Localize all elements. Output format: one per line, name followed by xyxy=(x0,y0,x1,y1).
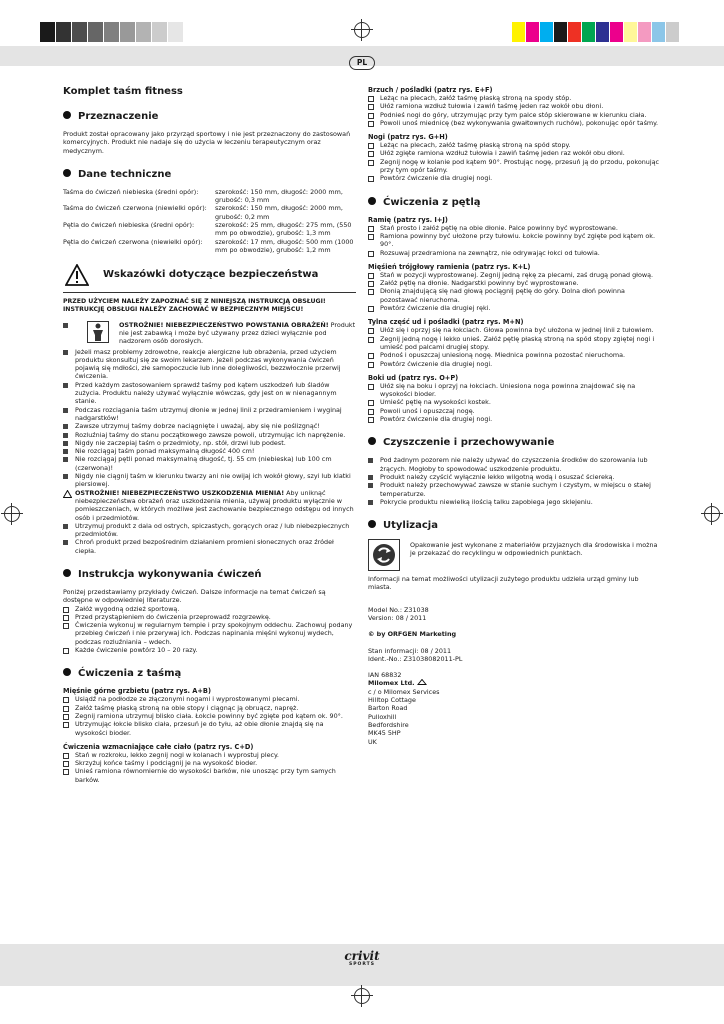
list-item: Załóż pętlę na dłonie. Nadgarstki powinny być wyprostowane. xyxy=(368,279,661,287)
section-heading-instrukcja: Instrukcja wykonywania ćwiczeń xyxy=(63,569,356,580)
list-item: Skrzyżuj końce taśmy i podciągnij je na wysokość bioder. xyxy=(63,759,356,767)
list-item: Utrzymuj produkt z dala od ostrych, spiczastych, gorących oraz / lub niebezpiecznych przedmiotów. xyxy=(63,522,356,539)
list-item: Ramiona powinny być ułożone przy tułowiu. Łokcie powinny być zgięte pod kątem ok. 90°. xyxy=(368,232,661,249)
bullet-dot-icon xyxy=(368,437,376,445)
recycle-icon xyxy=(368,539,400,571)
list-item: Ułóż się i oprzyj się na łokciach. Głowa powinna być ułożona w jednej linii z tułowiem. xyxy=(368,326,661,334)
list-item: Powtórz ćwiczenie dla drugiej ręki. xyxy=(368,304,661,312)
subheading: Mięśnie górne grzbietu (patrz rys. A+B) xyxy=(63,687,211,696)
list-item: Podnoś i opuszczaj uniesioną nogę. Miednica powinna pozostać nieruchoma. xyxy=(368,351,661,359)
section-heading-petla: Ćwiczenia z pętlą xyxy=(368,197,661,208)
list-item: Usiądź na podłodze ze złączonymi nogami i wyprostowanymi plecami. xyxy=(63,695,356,703)
gray-swatch xyxy=(168,22,183,42)
list-item: Ułóż ramiona wzdłuż tułowia i zawiń taśmę jeden raz wokół obu dłoni. xyxy=(368,102,661,110)
warning-triangle-small-icon xyxy=(63,490,72,498)
address-line: UK xyxy=(368,737,377,746)
gray-swatch xyxy=(40,22,55,42)
color-swatch xyxy=(652,22,665,42)
list-item: Produkt należy przechowywać zawsze w stanie suchym i czystym, w miejscu o stałej temperaturze. xyxy=(368,481,661,498)
color-swatch xyxy=(526,22,539,42)
language-badge: PL xyxy=(349,56,375,70)
ident-number: Ident.-No.: Z31038082011-PL xyxy=(368,654,463,663)
list-item: Przed każdym zastosowaniem sprawdź taśmy pod kątem uszkodzeń lub śladów zużycia. Produktu należy używać wyłącznie wówczas, gdy jest on w nienagannym stanie. xyxy=(63,381,356,406)
bullet-dot-icon xyxy=(63,169,71,177)
color-swatch xyxy=(568,22,581,42)
gray-swatch xyxy=(136,22,151,42)
list-item: Nigdy nie ciągnij taśm w kierunku twarzy ani nie owijaj ich wokół głowy, szyi lub klatki piersiowej. xyxy=(63,472,356,489)
instrukcja-list xyxy=(63,605,356,655)
safety-caps-notice: PRZED UŻYCIEM NALEŻY ZAPOZNAĆ SIĘ Z NINIEJSZĄ INSTRUKCJĄ OBSŁUGI! INSTRUKCJĘ OBSŁUGI NALEŻY ZACHOWAĆ W BEZPIECZNYM MIEJSCU! xyxy=(63,298,326,314)
bullet-dot-icon xyxy=(368,197,376,205)
safety-heading-block xyxy=(63,264,356,290)
list-item: Zegnij jedną nogę i lekko unieś. Załóż pętlę płaską stroną na spód stopy zgiętej nogi i umieść pod palcami drugiej stopy. xyxy=(368,335,661,352)
recycle-block xyxy=(368,539,661,573)
list-item: Powtórz ćwiczenie dla drugiej nogi. xyxy=(368,360,661,368)
list-item: Rozsuwaj przedramiona na zewnątrz, nie odrywając łokci od tułowia. xyxy=(368,249,661,257)
registration-mark-bottom-icon xyxy=(354,988,370,1004)
table-row: Taśma do ćwiczeń czerwona (niewielki opór): szerokość: 150 mm, długość: 2000 mm, grubość: 0,2 mm xyxy=(63,204,343,221)
bullet-dot-icon xyxy=(368,520,376,528)
registration-mark-left-icon xyxy=(4,506,20,522)
list-item: Leżąc na plecach, załóż taśmę płaską stroną na spód stopy. xyxy=(368,141,661,149)
list-item: Powtórz ćwiczenie dla drugiej nogi. xyxy=(368,415,661,423)
bullet-square-icon xyxy=(63,323,68,328)
subheading: Ramię (patrz rys. I+J) xyxy=(368,215,448,224)
address-line: Bedfordshire xyxy=(368,720,409,729)
bullet-dot-icon xyxy=(63,668,71,676)
list-item: Ćwiczenia wykonuj w regularnym tempie i przy spokojnym oddechu. Zachowuj podany przebieg ćwiczeń i nie przerywaj ich. Podczas napinania mięśni wykonuj wydech, podczas rozluźniania – wdech. xyxy=(63,621,356,646)
gray-swatch xyxy=(88,22,103,42)
gray-swatch xyxy=(152,22,167,42)
list-item: Stań prosto i załóż pętlę na obie dłonie. Palce powinny być wyprostowane. xyxy=(368,224,661,232)
model-number: Model No.: Z31038 xyxy=(368,605,429,614)
color-swatch xyxy=(624,22,637,42)
bullet-dot-icon xyxy=(63,569,71,577)
address-line: Hilltop Cottage xyxy=(368,696,416,705)
bullet-dot-icon xyxy=(63,111,71,119)
list-item: Rozluźniaj taśmy do stanu początkowego zawsze powoli, utrzymując ich naprężenie. xyxy=(63,431,356,439)
color-swatch xyxy=(596,22,609,42)
version: Version: 08 / 2011 xyxy=(368,613,427,622)
safety-list-2 xyxy=(63,522,356,555)
section-heading-przeznaczenie: Przeznaczenie xyxy=(63,111,356,122)
product-title: Komplet taśm fitness xyxy=(63,86,183,97)
list-item: Nie rozciągaj taśm ponad maksymalną długość 400 cm! xyxy=(63,447,356,455)
list-item: Zegnij ramiona utrzymuj blisko ciała. Łokcie powinny być zgięte pod kątem ok. 90°. xyxy=(63,712,356,720)
color-swatch xyxy=(638,22,651,42)
list-item: Produkt należy czyścić wyłącznie lekko wilgotną wodą i osuszać ściereką. xyxy=(368,473,661,481)
list-item: Zawsze utrzymuj taśmy dobrze naciągnięte i uważaj, aby się nie poślizgnąć! xyxy=(63,422,356,430)
list-item: Podnieś nogi do góry, utrzymując przy tym palce stóp skierowane w kierunku ciała. xyxy=(368,111,661,119)
czyszczenie-list xyxy=(368,456,661,506)
table-row: Pętla do ćwiczeń niebieska (średni opór): szerokość: 25 mm, długość: 275 mm, (550 mm po obwodzie), grubość: 1,3 mm xyxy=(63,221,352,238)
color-swatch xyxy=(582,22,595,42)
child-warning-icon xyxy=(87,321,109,343)
list-item: Pod żadnym pozorem nie należy używać do czyszczenia środków do szorowania lub żrących. Mogłoby to spowodować uszkodzenie produktu. xyxy=(368,456,661,473)
list-item: Jeżeli masz problemy zdrowotne, reakcje alergiczne lub obrażenia, przed użyciem produktu skonsultuj się ze swoim lekarzem. Jeżeli podczas wykonywania ćwiczeń pojawią się mdłości, złe samopoczucie lub inne dolegliwości, bezzwłocznie przerwij ćwiczenia. xyxy=(63,348,356,381)
gray-swatch xyxy=(120,22,135,42)
address-line: c / o Milomex Services xyxy=(368,687,440,696)
subheading: Boki ud (patrz rys. O+P) xyxy=(368,373,459,382)
copyright: © by ORFGEN Marketing xyxy=(368,630,457,639)
list-item: Powoli unoś miednicę (bez wykonywania gwałtownych ruchów), pokonując opór taśmy. xyxy=(368,119,661,127)
list-item: Załóż taśmę płaską stroną na obie stopy i ciągnąc ją obruącz, napręż. xyxy=(63,704,356,712)
brzuch-list xyxy=(368,94,661,127)
list-item: Dłonią znajdującą się nad głową pociągnij pętlę do góry. Dolna dłoń powinna pozostawać nieruchoma. xyxy=(368,287,661,304)
section-heading-wskazowki: Wskazówki dotyczące bezpieczeństwa xyxy=(103,269,319,281)
list-item: Zegnij nogę w kolanie pod kątem 90°. Prostując nogę, przesuń ją do przodu, pokonując przy tym opór taśmy. xyxy=(368,158,661,175)
warning-triangle-icon xyxy=(65,264,89,286)
petla-list-2 xyxy=(368,271,661,312)
section-heading-utylizacja: Utylizacja xyxy=(368,520,661,531)
petla-list-3 xyxy=(368,326,661,367)
utylizacja-info: Informacji na temat możliwości utylizacji zużytego produktu udziela urząd gminy lub miasta. xyxy=(368,575,639,592)
section-heading-czyszczenie: Czyszczenie i przechowywanie xyxy=(368,437,661,448)
petla-list-1 xyxy=(368,224,661,257)
list-item: Unieś ramiona równomiernie do wysokości barków, nie unosząc przy tym samych barków. xyxy=(63,767,356,784)
list-item: Stań w pozycji wyprostowanej. Zegnij jedną rękę za plecami, zaś drugą ponad głową. xyxy=(368,271,661,279)
gray-swatch xyxy=(104,22,119,42)
subheading: Mięśień trójgłowy ramienia (patrz rys. K+L) xyxy=(368,262,531,271)
ian-number: IAN 68832 xyxy=(368,671,402,680)
color-swatch xyxy=(554,22,567,42)
table-row: Pętla do ćwiczeń czerwona (niewielki opór): szerokość: 17 mm, długość: 500 mm (1000 mm po obwodzie), grubość: 1,2 mm xyxy=(63,237,354,254)
list-item: Powtórz ćwiczenie dla drugiej nogi. xyxy=(368,174,661,182)
subheading: Nogi (patrz rys. G+H) xyxy=(368,133,448,142)
list-item: Przed przystąpieniem do ćwiczenia przeprowadź rozgrzewkę. xyxy=(63,613,356,621)
right-column xyxy=(368,86,661,746)
list-item: Chroń produkt przed bezpośrednim działaniem promieni słonecznych oraz źródeł ciepła. xyxy=(63,538,356,555)
list-item: Pokrycie produktu niewielką ilością talku zapobiega jego sklejeniu. xyxy=(368,498,661,506)
color-swatch xyxy=(512,22,525,42)
tech-data-table xyxy=(63,188,356,254)
address-line: MK45 5HP xyxy=(368,729,401,738)
tasma-list-1 xyxy=(63,695,356,736)
recycle-text: Opakowanie jest wykonane z materiałów przyjaznych dla środowiska i można je przekazać do recyklingu w odpowiednich punktach. xyxy=(410,541,658,558)
list-item: Stań w rozkroku, lekko zegnij nogi w kolanach i wyprostuj plecy. xyxy=(63,751,356,759)
list-item: Nie rozciągaj pętli ponad maksymalną długość, tj. 55 cm (niebieska) lub 100 cm (czerwona)! xyxy=(63,455,356,472)
gray-swatch xyxy=(72,22,87,42)
list-item: Powoli unoś i opuszczaj nogę. xyxy=(368,407,661,415)
info-date: Stan informacji: 08 / 2011 xyxy=(368,646,452,655)
address-line: Pulloxhill xyxy=(368,712,397,721)
list-item: Utrzymując łokcie blisko ciała, przesuń je do tyłu, aż obie dłonie znajdą się na wysokości bioder. xyxy=(63,720,356,737)
list-item: Nigdy nie zaczepiaj taśm o przedmioty, np. stół, drzwi lub podest. xyxy=(63,439,356,447)
left-column xyxy=(63,86,356,784)
table-row: Taśma do ćwiczeń niebieska (średni opór): szerokość: 150 mm, długość: 2000 mm, grubość: 0,3 mm xyxy=(63,187,343,205)
section-heading-tasma: Ćwiczenia z taśmą xyxy=(63,668,356,679)
list-item: Ułóż zgięte ramiona wzdłuż tułowia i zawiń taśmę jeden raz wokół obu dłoni. xyxy=(368,149,661,157)
crivit-logo: crivit SPORTS xyxy=(344,949,380,967)
list-item: Każde ćwiczenie powtórz 10 – 20 razy. xyxy=(63,646,356,654)
subheading: Ćwiczenia wzmacniające całe ciało (patrz rys. C+D) xyxy=(63,742,254,751)
list-item: Umieść pętlę na wysokości kostek. xyxy=(368,398,661,406)
gray-swatch xyxy=(56,22,71,42)
color-swatch xyxy=(610,22,623,42)
tasma-list-2 xyxy=(63,751,356,784)
color-swatch xyxy=(540,22,553,42)
petla-list-4 xyxy=(368,382,661,423)
registration-mark-right-icon xyxy=(704,506,720,522)
safety-list xyxy=(63,348,356,489)
list-item: Leżąc na plecach, załóż taśmę płaską stroną na spody stóp. xyxy=(368,94,661,102)
color-swatch xyxy=(666,22,679,42)
subheading: Brzuch / pośladki (patrz rys. E+F) xyxy=(368,86,493,94)
child-warning: OSTROŻNIE! NIEBEZPIECZEŃSTWO POWSTANIA OBRAŻEŃ! Produkt nie jest zabawką i może być używany przez dzieci wyłącznie pod nadzorem osób dorosłych. xyxy=(63,321,356,346)
address-line: Barton Road xyxy=(368,704,408,713)
registration-mark-top-icon xyxy=(354,22,370,38)
nogi-list xyxy=(368,141,661,182)
list-item: Podczas rozciągania taśm utrzymuj dłonie w jednej linii z przedramieniem i wyginaj nadgarstków! xyxy=(63,406,356,423)
list-item: Załóż wygodną odzież sportową. xyxy=(63,605,356,613)
list-item: Ułóż się na boku i oprzyj na łokciach. Uniesiona noga powinna znajdować się na wysokości bioder. xyxy=(368,382,661,399)
subheading: Tylna część ud i pośladki (patrz rys. M+N) xyxy=(368,318,524,327)
section-heading-dane: Dane techniczne xyxy=(63,169,356,180)
instrukcja-intro: Poniżej przedstawiamy przykłady ćwiczeń. Dalsze informacje na temat ćwiczeń są dostępne w odpowiedniej literaturze. xyxy=(63,587,326,605)
przeznaczenie-text: Produkt został opracowany jako przyrząd sportowy i nie jest przeznaczony do zastosowań komercyjnych. Produkt nie nadaje się do użycia w leczeniu terapeutycznym oraz medycznym. xyxy=(63,130,351,155)
weee-triangle-icon xyxy=(417,679,427,685)
divider xyxy=(63,292,356,293)
damage-warning: OSTROŻNIE! NIEBEZPIECZEŃSTWO USZKODZENIA MIENIA! Aby uniknąć niebezpieczeństwa obrażeń oraz uszkodzenia mienia, używaj produktu wyłącznie w pomieszczeniach, w których możliwe jest zachowanie bezpiecznego odstępu od innych osób i przedmiotów. xyxy=(63,489,356,522)
company-name: Milomex Ltd. xyxy=(368,679,661,687)
